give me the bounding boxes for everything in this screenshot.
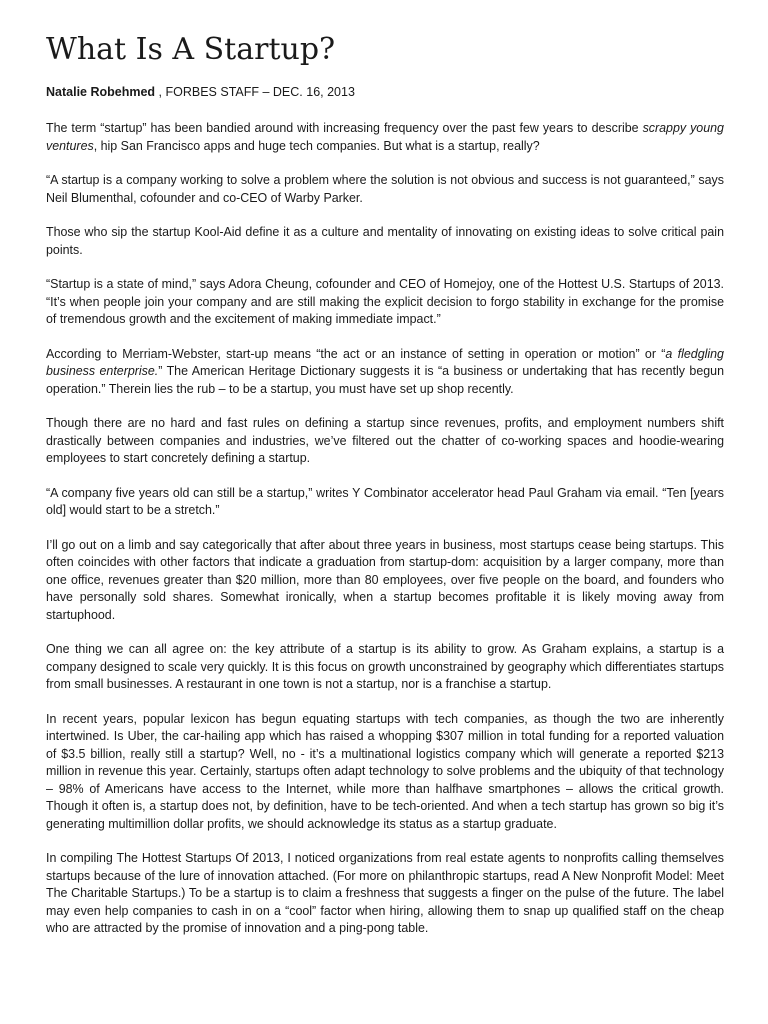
article-paragraph [46, 120, 724, 155]
paragraph-text: In compiling The Hottest Startups Of 2013, I noticed organizations from real estate agents to nonprofits calling themselves startups because of the lure of innovation attached. (For more on philanthropic startups, read A New Nonprofit Model: Meet The Charitable Startups.) To be a startup is to claim a freshness that suggests a finger on the pulse of the future. The label may even help companies to cash in on a “cool” factor when hiring, allowing them to snap up qualified staff on the cheap who are attracted by the promise of innovation and a ping-pong table. [46, 851, 724, 935]
paragraph-text: I’ll go out on a limb and say categorically that after about three years in business, most startups cease being startups. This often coincides with other factors that indicate a graduation from startup-dom: acquisition by a larger company, more than one office, revenues greater than $20 million, more than 80 employees, over five people on the board, and founders who have personally sold shares. Somewhat ironically, when a startup becomes profitable it is likely moving away from startuphood. [46, 537, 724, 622]
article-paragraph [46, 537, 724, 625]
paragraph-text: According to Merriam-Webster, start-up means “the act or an instance of setting in operation or motion” or “ [46, 346, 666, 361]
paragraph-text: The term “startup” has been bandied around with increasing frequency over the past few years to describe [46, 121, 643, 135]
article-paragraph [46, 172, 724, 207]
paragraph-text: Though there are no hard and fast rules on defining a startup since revenues, profits, and employment numbers shift drastically between companies and industries, we’ve filtered out the chatter of co-working spaces and hoodie-wearing employees to start concretely defining a startup. [46, 416, 724, 465]
article-body [46, 120, 724, 938]
paragraph-text: “Startup is a state of mind,” says Adora Cheung, cofounder and CEO of Homejoy, one of the Hottest U.S. Startups of 2013. “It’s when people join your company and are still making the explicit decision to forgo stability in exchange for the promise of tremendous growth and the excitement of making immediate impact.” [46, 277, 724, 326]
article-paragraph [46, 850, 724, 938]
article [46, 32, 724, 955]
paragraph-text: One thing we can all agree on: the key attribute of a startup is its ability to grow. As Graham explains, a startup is a company designed to scale very quickly. It is this focus on growth unconstrained by geography which differentiates startups from small businesses. A restaurant in one town is not a startup, nor is a franchise a startup. [46, 642, 724, 691]
article-paragraph [46, 346, 724, 399]
article-paragraph [46, 711, 724, 834]
article-paragraph [46, 485, 724, 520]
byline-source-date: , FORBES STAFF – DEC. 16, 2013 [155, 85, 355, 99]
paragraph-text: “A startup is a company working to solve a problem where the solution is not obvious and success is not guaranteed,” says Neil Blumenthal, cofounder and co-CEO of Warby Parker. [46, 173, 724, 205]
byline [46, 84, 724, 100]
article-paragraph [46, 224, 724, 259]
paragraph-italic-text: a fledgling business enterprise. [46, 346, 724, 378]
article-paragraph [46, 276, 724, 329]
author-name: Natalie Robehmed [46, 85, 156, 99]
paragraph-text: , hip San Francisco apps and huge tech companies. But what is a startup, really? [93, 138, 540, 153]
paragraph-text: Those who sip the startup Kool-Aid define it as a culture and mentality of innovating on existing ideas to solve critical pain points. [46, 225, 724, 257]
article-title: What Is A Startup? [46, 32, 336, 67]
article-paragraph [46, 641, 724, 694]
paragraph-text: ” The American Heritage Dictionary suggests it is “a business or undertaking that has recently begun operation.” Therein lies the rub – to be a startup, you must have set up shop recently. [46, 364, 724, 396]
paragraph-italic-text: scrappy young ventures [46, 121, 724, 153]
article-paragraph [46, 415, 724, 468]
paragraph-text: “A company five years old can still be a startup,” writes Y Combinator accelerator head Paul Graham via email. “Ten [years old] would start to be a stretch.” [46, 485, 724, 517]
paragraph-text: In recent years, popular lexicon has begun equating startups with tech companies, as though the two are inherently intertwined. Is Uber, the car-hailing app which has raised a whopping $307 million in total funding for a reported valuation of $3.5 billion, really still a startup? Well, no - it’s a multinational logistics company which will generate a reported $213 million in revenue this year. Certainly, startups often adapt technology to solve problems and the ubiquity of that technology – 98% of Americans have access to the Internet, while more than halfhave smartphones – allows the critical growth. Though it often is, a startup does not, by definition, have to be tech-oriented. And when a tech startup has grown so big it’s generating multimillion dollar profits, we should acknowledge its status as a startup graduate. [46, 711, 724, 831]
